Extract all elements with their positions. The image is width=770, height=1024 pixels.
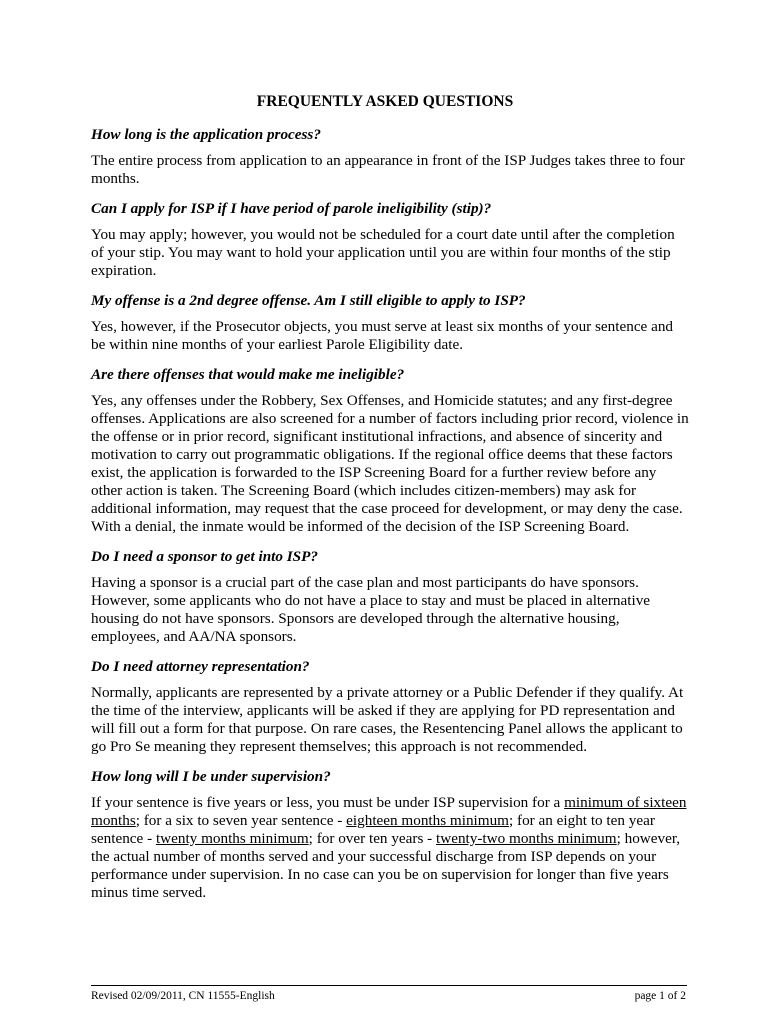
supervision-text: If your sentence is five years or less, you must be under ISP supervision for a — [91, 794, 565, 811]
faq-answer: The entire process from application to an appearance in front of the ISP Judges takes three to four months. — [91, 152, 685, 187]
faq-answer: Yes, any offenses under the Robbery, Sex Offenses, and Homicide statutes; and any first-degree offenses. Applications are also screened for a number of factors including prior record, violence in the offense or in prior record, significant institutional infractions, and absence of sincerity and motivation to carry out programmatic obligations. If the regional office deems that these factors exist, the application is forwarded to the ISP Screening Board for a further review before any other action is taken. The Screening Board (which includes citizen-members) may ask for additional information, may request that the case proceed for development, or may deny the case. With a denial, the inmate would be informed of the decision of the ISP Screening Board. — [91, 392, 689, 535]
faq-answer: Normally, applicants are represented by a private attorney or a Public Defender if they qualify. At the time of the interview, applicants will be asked if they are applying for PD representation and will fill out a form for that purpose. On rare cases, the Resentencing Panel allows the applicant to go Pro Se meaning they represent themselves; this approach is not recommended. — [91, 684, 684, 755]
faq-answer: You may apply; however, you would not be scheduled for a court date until after the completion of your stip. You may want to hold your application until you are within four months of the stip expiration. — [91, 226, 675, 279]
supervision-term-underlined: twenty months minimum — [155, 830, 309, 847]
supervision-text: ; for an eight to ten year sentence - — [91, 812, 655, 847]
faq-answer: Having a sponsor is a crucial part of the case plan and most participants do have sponsors. However, some applicants who do not have a place to stay and must be placed in alternative housing do not have sponsors. Sponsors are developed through the alternative housing, employees, and AA/NA sponsors. — [91, 574, 651, 645]
footer-revision: Revised 02/09/2011, CN 11555-English — [91, 990, 275, 1002]
page-title: FREQUENTLY ASKED QUESTIONS — [256, 93, 514, 110]
supervision-term-underlined: eighteen months minimum — [346, 812, 509, 829]
faq-question: Do I need a sponsor to get into ISP? — [91, 548, 318, 565]
footer-divider — [91, 985, 687, 986]
supervision-text: ; for a six to seven year sentence - — [135, 812, 347, 829]
supervision-text: ; however, the actual number of months served and your successful discharge from ISP depends on your performance under supervision. In no case can you be on supervision for longer than five years minus time served. — [91, 830, 681, 901]
supervision-term-underlined: minimum of sixteen months — [91, 794, 687, 829]
faq-question: Can I apply for ISP if I have period of parole ineligibility (stip)? — [91, 200, 492, 217]
faq-list — [91, 126, 691, 914]
footer-page-number: page 1 of 2 — [634, 990, 686, 1002]
faq-question: How long will I be under supervision? — [91, 768, 331, 785]
supervision-text: ; for over ten years - — [308, 830, 437, 847]
faq-question: Are there offenses that would make me ineligible? — [91, 366, 405, 383]
supervision-term-underlined: twenty-two months minimum — [436, 830, 617, 847]
faq-answer: Yes, however, if the Prosecutor objects, you must serve at least six months of your sentence and be within nine months of your earliest Parole Eligibility date. — [91, 318, 674, 353]
faq-question: Do I need attorney representation? — [91, 658, 310, 675]
faq-question: My offense is a 2nd degree offense. Am I still eligible to apply to ISP? — [91, 292, 526, 309]
faq-question: How long is the application process? — [91, 126, 321, 143]
supervision-answer — [91, 794, 691, 902]
